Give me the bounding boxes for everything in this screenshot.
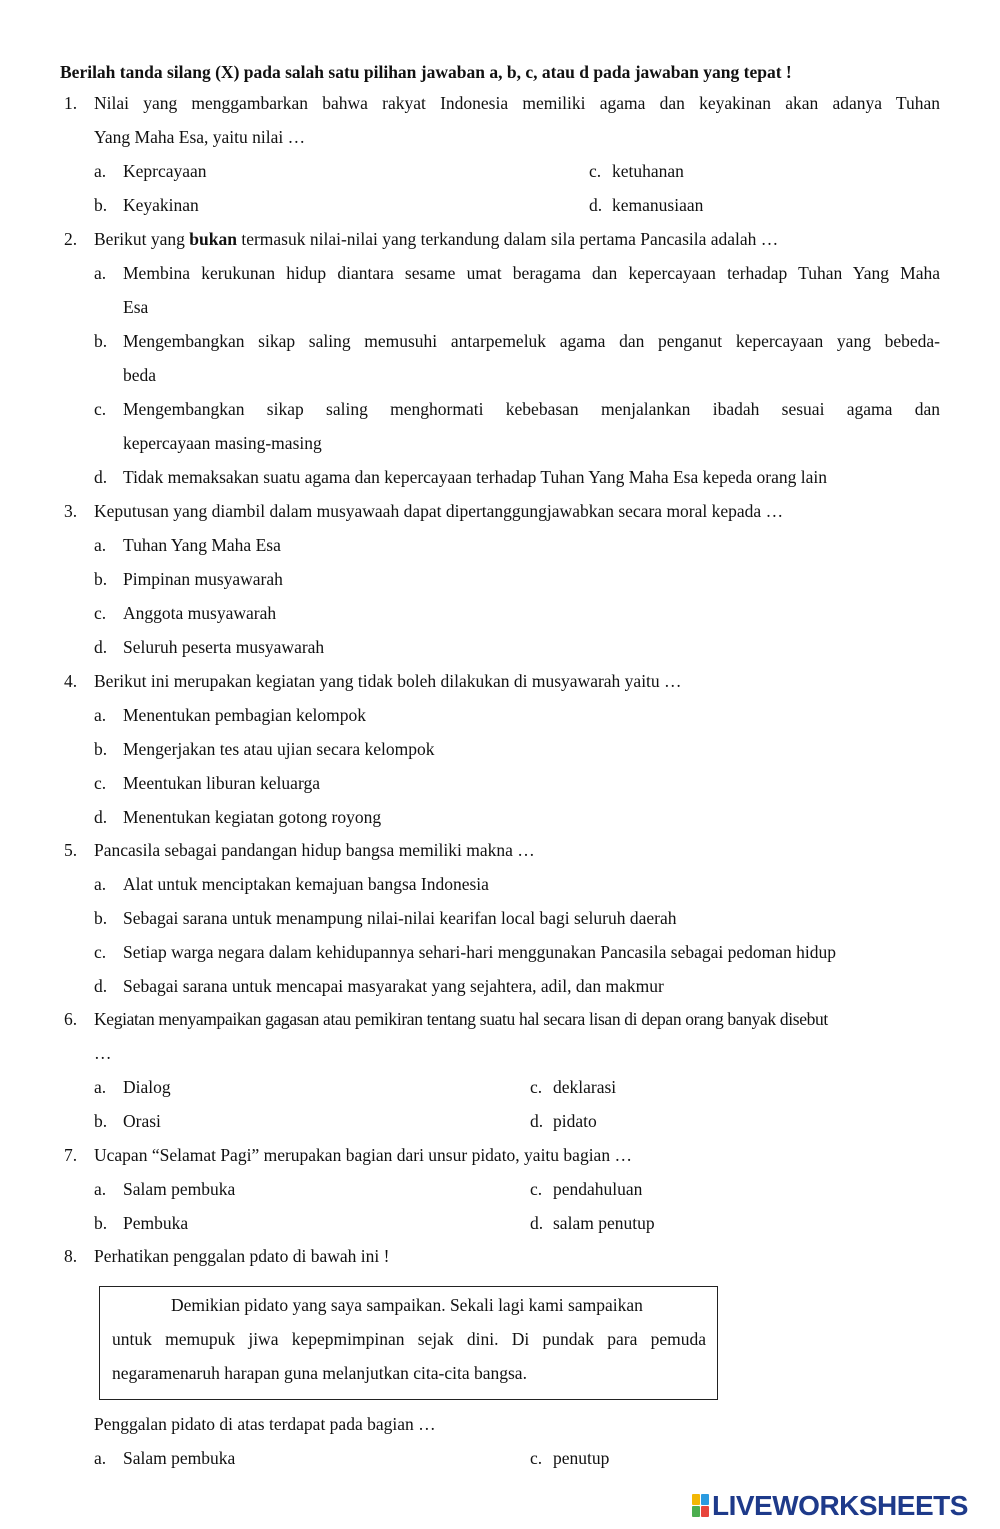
option-c[interactable]: deklarasi <box>553 1077 617 1097</box>
question-text: Perhatikan penggalan pdato di bawah ini ! <box>94 1246 390 1266</box>
option-d[interactable]: Sebagai sarana untuk mencapai masyarakat yang sejahtera, adil, dan makmur <box>123 976 664 996</box>
option-a[interactable]: Membina kerukunan hidup diantara sesame umat beragama dan kepercayaan terhadap Tuhan Yang Maha <box>123 263 940 283</box>
question-text-part: termasuk nilai-nilai yang terkandung dalam sila pertama Pancasila adalah … <box>236 229 779 249</box>
question-number: 1. <box>64 93 78 113</box>
option-b-cont[interactable]: beda <box>123 365 157 385</box>
option-letter: b. <box>94 1213 108 1233</box>
excerpt-line: untuk memupuk jiwa kepepmimpinan sejak dini. Di pundak para pemuda <box>112 1329 706 1349</box>
option-c[interactable]: Meentukan liburan keluarga <box>123 773 320 793</box>
option-letter: b. <box>94 195 108 215</box>
question-text <box>94 222 940 256</box>
option-a[interactable]: Salam pembuka <box>123 1179 236 1199</box>
option-letter: d. <box>94 807 108 827</box>
option-letter: c. <box>94 942 107 962</box>
option-letter: c. <box>94 399 107 419</box>
question-number: 4. <box>64 671 78 691</box>
question-number: 3. <box>64 501 78 521</box>
option-b[interactable]: Pimpinan musyawarah <box>123 569 283 589</box>
option-letter: a. <box>94 1179 107 1199</box>
option-letter: a. <box>94 705 107 725</box>
option-letter: b. <box>94 739 108 759</box>
option-letter: a. <box>94 1448 107 1468</box>
option-d[interactable]: salam penutup <box>553 1213 655 1233</box>
option-letter: a. <box>94 161 107 181</box>
option-b[interactable]: Pembuka <box>123 1213 189 1233</box>
option-c[interactable]: pendahuluan <box>553 1179 643 1199</box>
liveworksheets-logo <box>692 1490 968 1522</box>
option-b[interactable]: Orasi <box>123 1111 161 1131</box>
option-letter: b. <box>94 1111 108 1131</box>
option-b[interactable]: Keyakinan <box>123 195 199 215</box>
question-number: 6. <box>64 1009 78 1029</box>
question-number: 7. <box>64 1145 78 1165</box>
option-b[interactable]: Mengembangkan sikap saling memusuhi antarpemeluk agama dan penganut kepercayaan yang bebeda- <box>123 331 940 351</box>
logo-text: LIVEWORKSHEETS <box>712 1490 968 1521</box>
option-letter: c. <box>589 161 602 181</box>
option-letter: d. <box>94 637 108 657</box>
option-a[interactable]: Salam pembuka <box>123 1448 236 1468</box>
option-letter: a. <box>94 535 107 555</box>
option-letter: b. <box>94 331 108 351</box>
option-letter: c. <box>94 603 107 623</box>
option-a[interactable]: Tuhan Yang Maha Esa <box>123 535 281 555</box>
option-letter: d. <box>530 1111 544 1131</box>
question-text: Keputusan yang diambil dalam musyawaah dapat dipertanggungjawabkan secara moral kepada … <box>94 501 784 521</box>
question-text: Ucapan “Selamat Pagi” merupakan bagian dari unsur pidato, yaitu bagian … <box>94 1145 632 1165</box>
option-letter: b. <box>94 569 108 589</box>
speech-excerpt-box <box>99 1286 718 1400</box>
option-letter: b. <box>94 908 108 928</box>
option-letter: c. <box>530 1448 543 1468</box>
option-a-cont[interactable]: Esa <box>123 297 149 317</box>
option-d[interactable]: Seluruh peserta musyawarah <box>123 637 325 657</box>
option-letter: a. <box>94 874 107 894</box>
option-c[interactable]: penutup <box>553 1448 610 1468</box>
option-c[interactable]: ketuhanan <box>612 161 684 181</box>
option-c[interactable]: Setiap warga negara dalam kehidupannya sehari-hari menggunakan Pancasila sebagai pedoman hidup <box>123 942 837 962</box>
option-letter: a. <box>94 1077 107 1097</box>
question-text: Kegiatan menyampaikan gagasan atau pemikiran tentang suatu hal secara lisan di depan orang banyak disebut <box>94 1009 828 1029</box>
option-c[interactable]: Anggota musyawarah <box>123 603 277 623</box>
question-number: 2. <box>64 229 78 249</box>
question-text-cont: Yang Maha Esa, yaitu nilai … <box>94 127 306 147</box>
option-c-cont[interactable]: kepercayaan masing-masing <box>123 433 322 453</box>
question-text: Pancasila sebagai pandangan hidup bangsa memiliki makna … <box>94 840 535 860</box>
option-letter: d. <box>589 195 603 215</box>
excerpt-line: Demikian pidato yang saya sampaikan. Sekali lagi kami sampaikan <box>171 1295 643 1315</box>
option-letter: d. <box>94 976 108 996</box>
question-number: 8. <box>64 1246 78 1266</box>
instruction-text: Berilah tanda silang (X) pada salah satu pilihan jawaban a, b, c, atau d pada jawaban yang tepat ! <box>60 62 792 82</box>
option-c[interactable]: Mengembangkan sikap saling menghormati kebebasan menjalankan ibadah sesuai agama dan <box>123 399 940 419</box>
option-letter: c. <box>94 773 107 793</box>
option-letter: a. <box>94 263 107 283</box>
question-text: Berikut ini merupakan kegiatan yang tidak boleh dilakukan di musyawarah yaitu … <box>94 671 682 691</box>
question-text-cont: … <box>94 1043 112 1063</box>
option-letter: d. <box>530 1213 544 1233</box>
option-d[interactable]: Tidak memaksakan suatu agama dan kepercayaan terhadap Tuhan Yang Maha Esa kepeda orang lain <box>123 467 828 487</box>
question-text: Nilai yang menggambarkan bahwa rakyat Indonesia memiliki agama dan keyakinan akan adanya Tuhan <box>94 93 940 113</box>
option-a[interactable]: Keprcayaan <box>123 161 207 181</box>
option-d[interactable]: kemanusiaan <box>612 195 704 215</box>
question-subtext: Penggalan pidato di atas terdapat pada bagian … <box>94 1414 436 1434</box>
question-number: 5. <box>64 840 78 860</box>
option-letter: c. <box>530 1179 543 1199</box>
logo-blocks-icon <box>692 1493 710 1519</box>
option-b[interactable]: Mengerjakan tes atau ujian secara kelompok <box>123 739 435 759</box>
option-letter: c. <box>530 1077 543 1097</box>
emphasis-word: bukan <box>189 229 237 249</box>
option-a[interactable]: Dialog <box>123 1077 171 1097</box>
option-d[interactable]: Menentukan kegiatan gotong royong <box>123 807 382 827</box>
option-b[interactable]: Sebagai sarana untuk menampung nilai-nilai kearifan local bagi seluruh daerah <box>123 908 677 928</box>
option-a[interactable]: Menentukan pembagian kelompok <box>123 705 366 725</box>
excerpt-line: negaramenaruh harapan guna melanjutkan cita-cita bangsa. <box>112 1363 527 1383</box>
question-text-part: Berikut yang <box>94 229 190 249</box>
option-a[interactable]: Alat untuk menciptakan kemajuan bangsa Indonesia <box>123 874 489 894</box>
option-letter: d. <box>94 467 108 487</box>
option-d[interactable]: pidato <box>553 1111 597 1131</box>
